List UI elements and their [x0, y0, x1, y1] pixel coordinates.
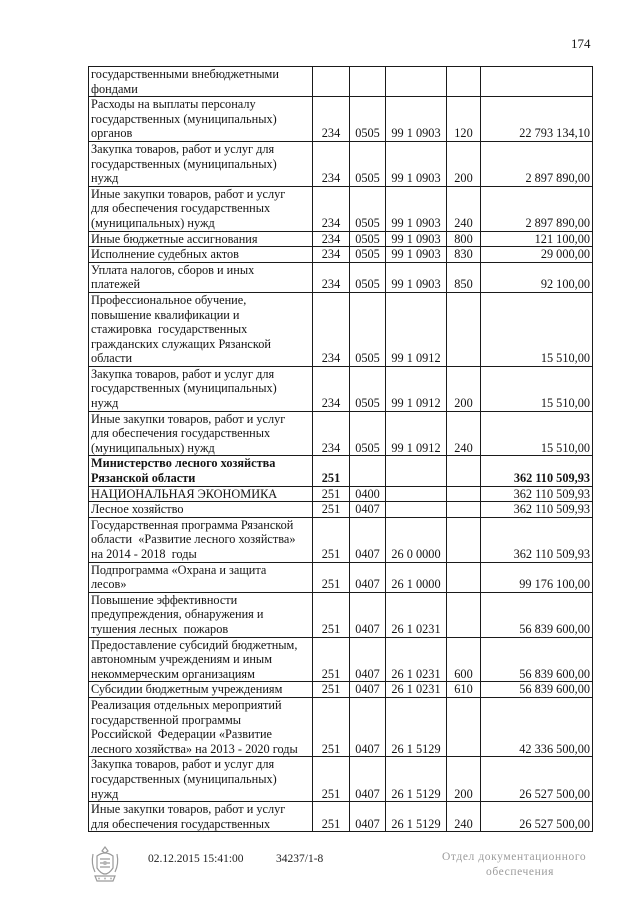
budget-table-body — [89, 67, 593, 832]
row-target-article: 99 1 0903 — [386, 141, 447, 186]
row-section-code: 0407 — [350, 682, 386, 698]
table-row — [89, 186, 593, 231]
row-target-article — [386, 502, 447, 518]
row-expense-type — [447, 562, 481, 592]
row-amount: 56 839 600,00 — [481, 682, 593, 698]
row-section-code: 0407 — [350, 562, 386, 592]
row-target-article: 26 0 0000 — [386, 517, 447, 562]
row-amount: 26 527 500,00 — [481, 757, 593, 802]
row-section-code: 0505 — [350, 186, 386, 231]
table-row — [89, 411, 593, 456]
row-section-code: 0407 — [350, 502, 386, 518]
table-row — [89, 262, 593, 292]
table-row — [89, 592, 593, 637]
row-description: Иные закупки товаров, работ и услуг для обеспечения государственных (муниципальных) нужд — [89, 411, 313, 456]
row-ministry-code: 251 — [313, 562, 350, 592]
row-amount: 15 510,00 — [481, 411, 593, 456]
row-ministry-code: 251 — [313, 697, 350, 756]
row-description: Субсидии бюджетным учреждениям — [89, 682, 313, 698]
row-ministry-code — [313, 67, 350, 97]
row-ministry-code: 234 — [313, 366, 350, 411]
table-row — [89, 562, 593, 592]
row-ministry-code: 234 — [313, 97, 350, 142]
row-amount: 15 510,00 — [481, 366, 593, 411]
row-expense-type — [447, 697, 481, 756]
row-expense-type — [447, 292, 481, 366]
row-amount: 56 839 600,00 — [481, 637, 593, 682]
row-section-code: 0505 — [350, 141, 386, 186]
coat-of-arms-icon — [89, 844, 121, 884]
row-section-code — [350, 456, 386, 486]
row-ministry-code: 251 — [313, 517, 350, 562]
document-number: 34237/1-8 — [276, 853, 324, 865]
row-amount: 362 110 509,93 — [481, 502, 593, 518]
row-description: Исполнение судебных актов — [89, 247, 313, 263]
row-ministry-code: 234 — [313, 247, 350, 263]
budget-table — [88, 66, 593, 832]
row-target-article: 99 1 0912 — [386, 292, 447, 366]
row-target-article: 26 1 0231 — [386, 682, 447, 698]
row-description: Иные закупки товаров, работ и услуг для обеспечения государственных — [89, 802, 313, 832]
stamp-line-1: Отдел документационного — [442, 851, 587, 863]
row-section-code: 0505 — [350, 411, 386, 456]
row-expense-type — [447, 486, 481, 502]
print-datetime: 02.12.2015 15:41:00 — [148, 853, 244, 865]
row-target-article: 99 1 0903 — [386, 231, 447, 247]
table-row — [89, 141, 593, 186]
row-amount: 362 110 509,93 — [481, 517, 593, 562]
row-target-article: 26 1 0231 — [386, 637, 447, 682]
row-section-code: 0505 — [350, 247, 386, 263]
stamp-line-2: обеспечения — [486, 866, 555, 878]
row-ministry-code: 251 — [313, 802, 350, 832]
row-description: Повышение эффективности предупреждения, обнаружения и тушения лесных пожаров — [89, 592, 313, 637]
row-target-article: 26 1 5129 — [386, 757, 447, 802]
row-ministry-code: 234 — [313, 231, 350, 247]
row-ministry-code: 251 — [313, 592, 350, 637]
row-section-code: 0407 — [350, 757, 386, 802]
page-number: 174 — [571, 36, 591, 51]
row-description: Закупка товаров, работ и услуг для государственных (муниципальных) нужд — [89, 757, 313, 802]
row-section-code — [350, 67, 386, 97]
row-target-article: 26 1 5129 — [386, 802, 447, 832]
row-target-article: 26 1 0231 — [386, 592, 447, 637]
row-amount: 42 336 500,00 — [481, 697, 593, 756]
row-target-article: 26 1 5129 — [386, 697, 447, 756]
row-ministry-code: 234 — [313, 411, 350, 456]
row-section-code: 0400 — [350, 486, 386, 502]
row-target-article — [386, 456, 447, 486]
row-section-code: 0505 — [350, 262, 386, 292]
row-expense-type: 600 — [447, 637, 481, 682]
table-row — [89, 292, 593, 366]
row-expense-type — [447, 517, 481, 562]
row-expense-type: 610 — [447, 682, 481, 698]
table-row — [89, 637, 593, 682]
row-description: Закупка товаров, работ и услуг для государственных (муниципальных) нужд — [89, 141, 313, 186]
row-description: Уплата налогов, сборов и иных платежей — [89, 262, 313, 292]
row-target-article — [386, 486, 447, 502]
row-ministry-code: 234 — [313, 262, 350, 292]
row-expense-type: 800 — [447, 231, 481, 247]
row-expense-type: 200 — [447, 141, 481, 186]
row-section-code: 0407 — [350, 637, 386, 682]
row-description: Государственная программа Рязанской области «Развитие лесного хозяйства» на 2014 - 2018 годы — [89, 517, 313, 562]
row-amount: 362 110 509,93 — [481, 486, 593, 502]
row-amount: 56 839 600,00 — [481, 592, 593, 637]
row-description: Предоставление субсидий бюджетным, автономным учреждениям и иным некоммерческим организациям — [89, 637, 313, 682]
table-row — [89, 67, 593, 97]
row-ministry-code: 234 — [313, 141, 350, 186]
table-row — [89, 97, 593, 142]
row-amount: 121 100,00 — [481, 231, 593, 247]
row-section-code: 0505 — [350, 292, 386, 366]
table-row — [89, 682, 593, 698]
row-description: Реализация отдельных мероприятий государственной программы Российской Федерации «Развитие лесного хозяйства» на 2013 - 2020 годы — [89, 697, 313, 756]
row-target-article: 99 1 0903 — [386, 97, 447, 142]
row-ministry-code: 251 — [313, 682, 350, 698]
row-section-code: 0407 — [350, 517, 386, 562]
table-row — [89, 802, 593, 832]
row-amount: 22 793 134,10 — [481, 97, 593, 142]
row-ministry-code: 234 — [313, 186, 350, 231]
row-expense-type: 120 — [447, 97, 481, 142]
row-amount: 15 510,00 — [481, 292, 593, 366]
table-row — [89, 757, 593, 802]
row-amount — [481, 67, 593, 97]
row-description: Иные закупки товаров, работ и услуг для обеспечения государственных (муниципальных) нужд — [89, 186, 313, 231]
table-row — [89, 517, 593, 562]
table-row — [89, 486, 593, 502]
table-row — [89, 697, 593, 756]
row-description: Лесное хозяйство — [89, 502, 313, 518]
row-description: НАЦИОНАЛЬНАЯ ЭКОНОМИКА — [89, 486, 313, 502]
row-amount: 99 176 100,00 — [481, 562, 593, 592]
row-ministry-code: 251 — [313, 502, 350, 518]
row-amount: 362 110 509,93 — [481, 456, 593, 486]
row-section-code: 0505 — [350, 231, 386, 247]
row-description: Закупка товаров, работ и услуг для государственных (муниципальных) нужд — [89, 366, 313, 411]
row-expense-type: 830 — [447, 247, 481, 263]
row-target-article: 99 1 0903 — [386, 186, 447, 231]
row-expense-type: 200 — [447, 366, 481, 411]
row-expense-type — [447, 502, 481, 518]
table-row — [89, 366, 593, 411]
row-description: Министерство лесного хозяйства Рязанской области — [89, 456, 313, 486]
row-target-article — [386, 67, 447, 97]
row-description: Профессиональное обучение, повышение квалификации и стажировка государственных гражданских служащих Рязанской области — [89, 292, 313, 366]
row-ministry-code: 251 — [313, 456, 350, 486]
row-target-article: 26 1 0000 — [386, 562, 447, 592]
row-expense-type: 240 — [447, 411, 481, 456]
row-expense-type: 240 — [447, 186, 481, 231]
table-row — [89, 231, 593, 247]
row-amount: 92 100,00 — [481, 262, 593, 292]
row-section-code: 0407 — [350, 697, 386, 756]
row-section-code: 0505 — [350, 97, 386, 142]
table-row — [89, 247, 593, 263]
row-description: государственными внебюджетными фондами — [89, 67, 313, 97]
row-section-code: 0407 — [350, 592, 386, 637]
row-amount: 26 527 500,00 — [481, 802, 593, 832]
row-target-article: 99 1 0903 — [386, 262, 447, 292]
row-expense-type: 850 — [447, 262, 481, 292]
row-description: Иные бюджетные ассигнования — [89, 231, 313, 247]
row-description: Расходы на выплаты персоналу государственных (муниципальных) органов — [89, 97, 313, 142]
row-ministry-code: 234 — [313, 292, 350, 366]
row-expense-type — [447, 592, 481, 637]
row-amount: 2 897 890,00 — [481, 186, 593, 231]
row-ministry-code: 251 — [313, 486, 350, 502]
row-amount: 2 897 890,00 — [481, 141, 593, 186]
row-description: Подпрограмма «Охрана и защита лесов» — [89, 562, 313, 592]
row-section-code: 0407 — [350, 802, 386, 832]
row-target-article: 99 1 0912 — [386, 366, 447, 411]
row-amount: 29 000,00 — [481, 247, 593, 263]
row-expense-type — [447, 67, 481, 97]
row-target-article: 99 1 0912 — [386, 411, 447, 456]
row-ministry-code: 251 — [313, 637, 350, 682]
table-row — [89, 456, 593, 486]
row-section-code: 0505 — [350, 366, 386, 411]
row-expense-type — [447, 456, 481, 486]
row-ministry-code: 251 — [313, 757, 350, 802]
row-expense-type: 240 — [447, 802, 481, 832]
row-target-article: 99 1 0903 — [386, 247, 447, 263]
table-row — [89, 502, 593, 518]
row-expense-type: 200 — [447, 757, 481, 802]
